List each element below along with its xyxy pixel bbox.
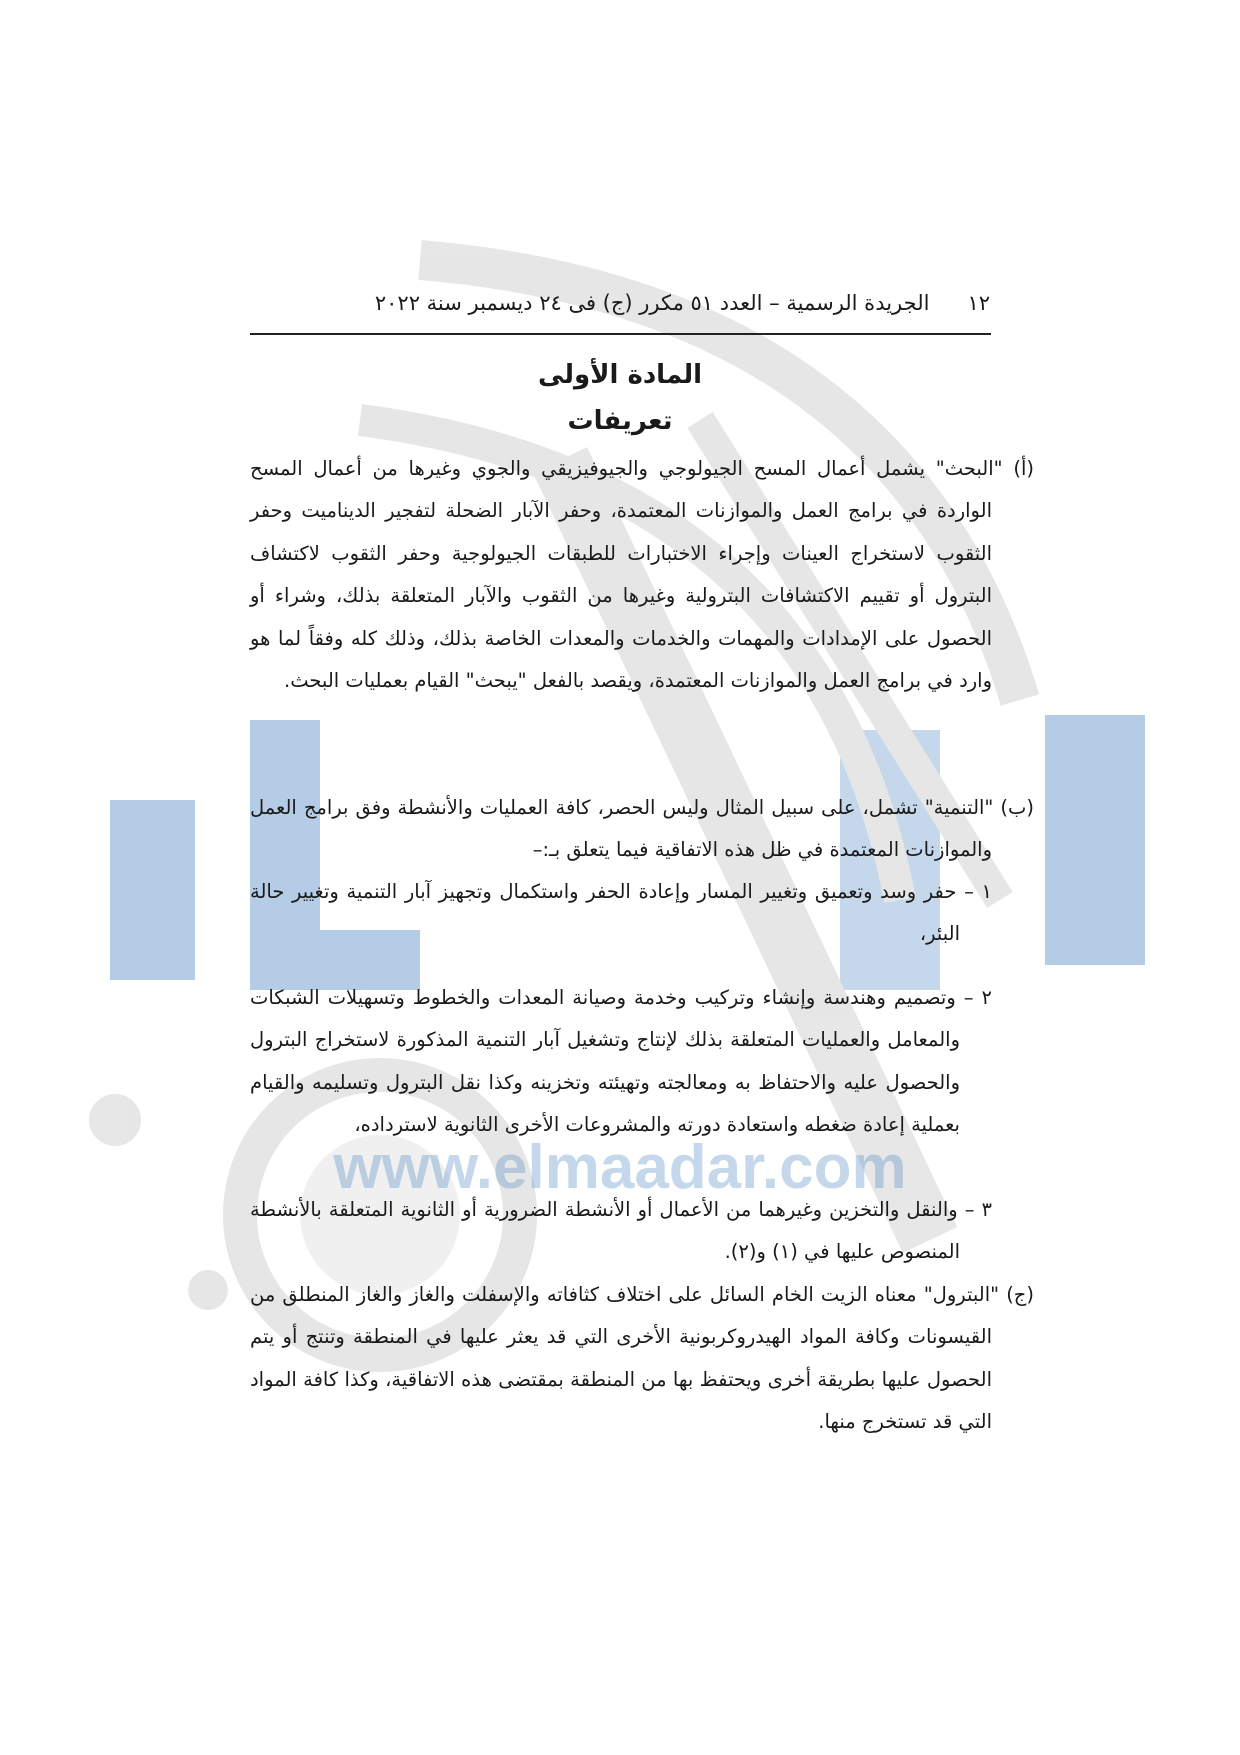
gazette-title: الجريدة الرسمية – العدد ٥١ مكرر (ج) فى ٢٤ ديسمبر سنة ٢٠٢٢ — [374, 291, 930, 315]
watermark-site-text: www.elmaadar.com — [333, 1133, 907, 1202]
definition-paragraph-b: (ب) "التنمية" تشمل، على سبيل المثال وليس الحصر، كافة العمليات والأنشطة وفق برامج العمل والموازنات المعتمدة في ظل هذه الاتفاقية فيما يتعلق بـ:– — [250, 796, 1034, 862]
page-number: ١٢ — [967, 291, 990, 315]
list-item-2: ٢ – وتصميم وهندسة وإنشاء وتركيب وخدمة وصيانة المعدات والخطوط وتسهيلات الشبكات والمعامل والعمليات المتعلقة بذلك لإنتاج وتشغيل آبار التنمية المذكورة لاستخراج البترول والحصول عليه والاحتفاظ به ومعالجته وتهيئته وتخزينه وكذا نقل البترول وتسليمه والقيام بعملية إعادة ضغطه واستعادة دورته والمشروعات الأخرى الثانوية لاسترداده، — [250, 986, 992, 1137]
definition-paragraph-c: (ج) "البترول" معناه الزيت الخام السائل على اختلاف كثافاته والإسفلت والغاز والغاز المنطلق من القيسونات وكافة المواد الهيدروكربونية الأخرى التي قد يعثر عليها في المنطقة وتنتج أو يتم الحصول عليها بطريقة أخرى ويحتفظ بها من المنطقة بمقتضى هذه الاتفاقية، وكذا كافة المواد التي قد تستخرج منها. — [250, 1283, 1034, 1434]
article-subtitle: تعريفات — [567, 406, 673, 436]
page-header — [250, 286, 990, 320]
header-divider — [250, 333, 991, 335]
list-item-1: ١ – حفر وسد وتعميق وتغيير المسار وإعادة الحفر واستكمال وتجهيز آبار التنمية وتغيير حالة البئر، — [250, 880, 992, 946]
list-item-3: ٣ – والنقل والتخزين وغيرهما من الأعمال أو الأنشطة الضرورية أو الثانوية المتعلقة بالأنشطة المنصوص عليها في (١) و(٢). — [250, 1198, 992, 1264]
definition-paragraph-a: (أ) "البحث" يشمل أعمال المسح الجيولوجي والجيوفيزيقي والجوي وغيرها من أعمال المسح الواردة في برامج العمل والموازنات المعتمدة، وحفر الآبار الضحلة لتفجير الديناميت وحفر الثقوب لاستخراج العينات وإجراء الاختبارات للطبقات الجيولوجية وحفر الثقوب لاكتشاف البترول أو تقييم الاكتشافات البترولية وغيرها من الثقوب والآبار المتعلقة بذلك، وشراء أو الحصول على الإمدادات والمهمات والخدمات والمعدات الخاصة بذلك، وذلك كله وفقاً لما هو وارد في برامج العمل والموازنات المعتمدة، ويقصد بالفعل "يبحث" القيام بعمليات البحث. — [250, 457, 1034, 693]
article-title: المادة الأولى — [537, 360, 703, 390]
